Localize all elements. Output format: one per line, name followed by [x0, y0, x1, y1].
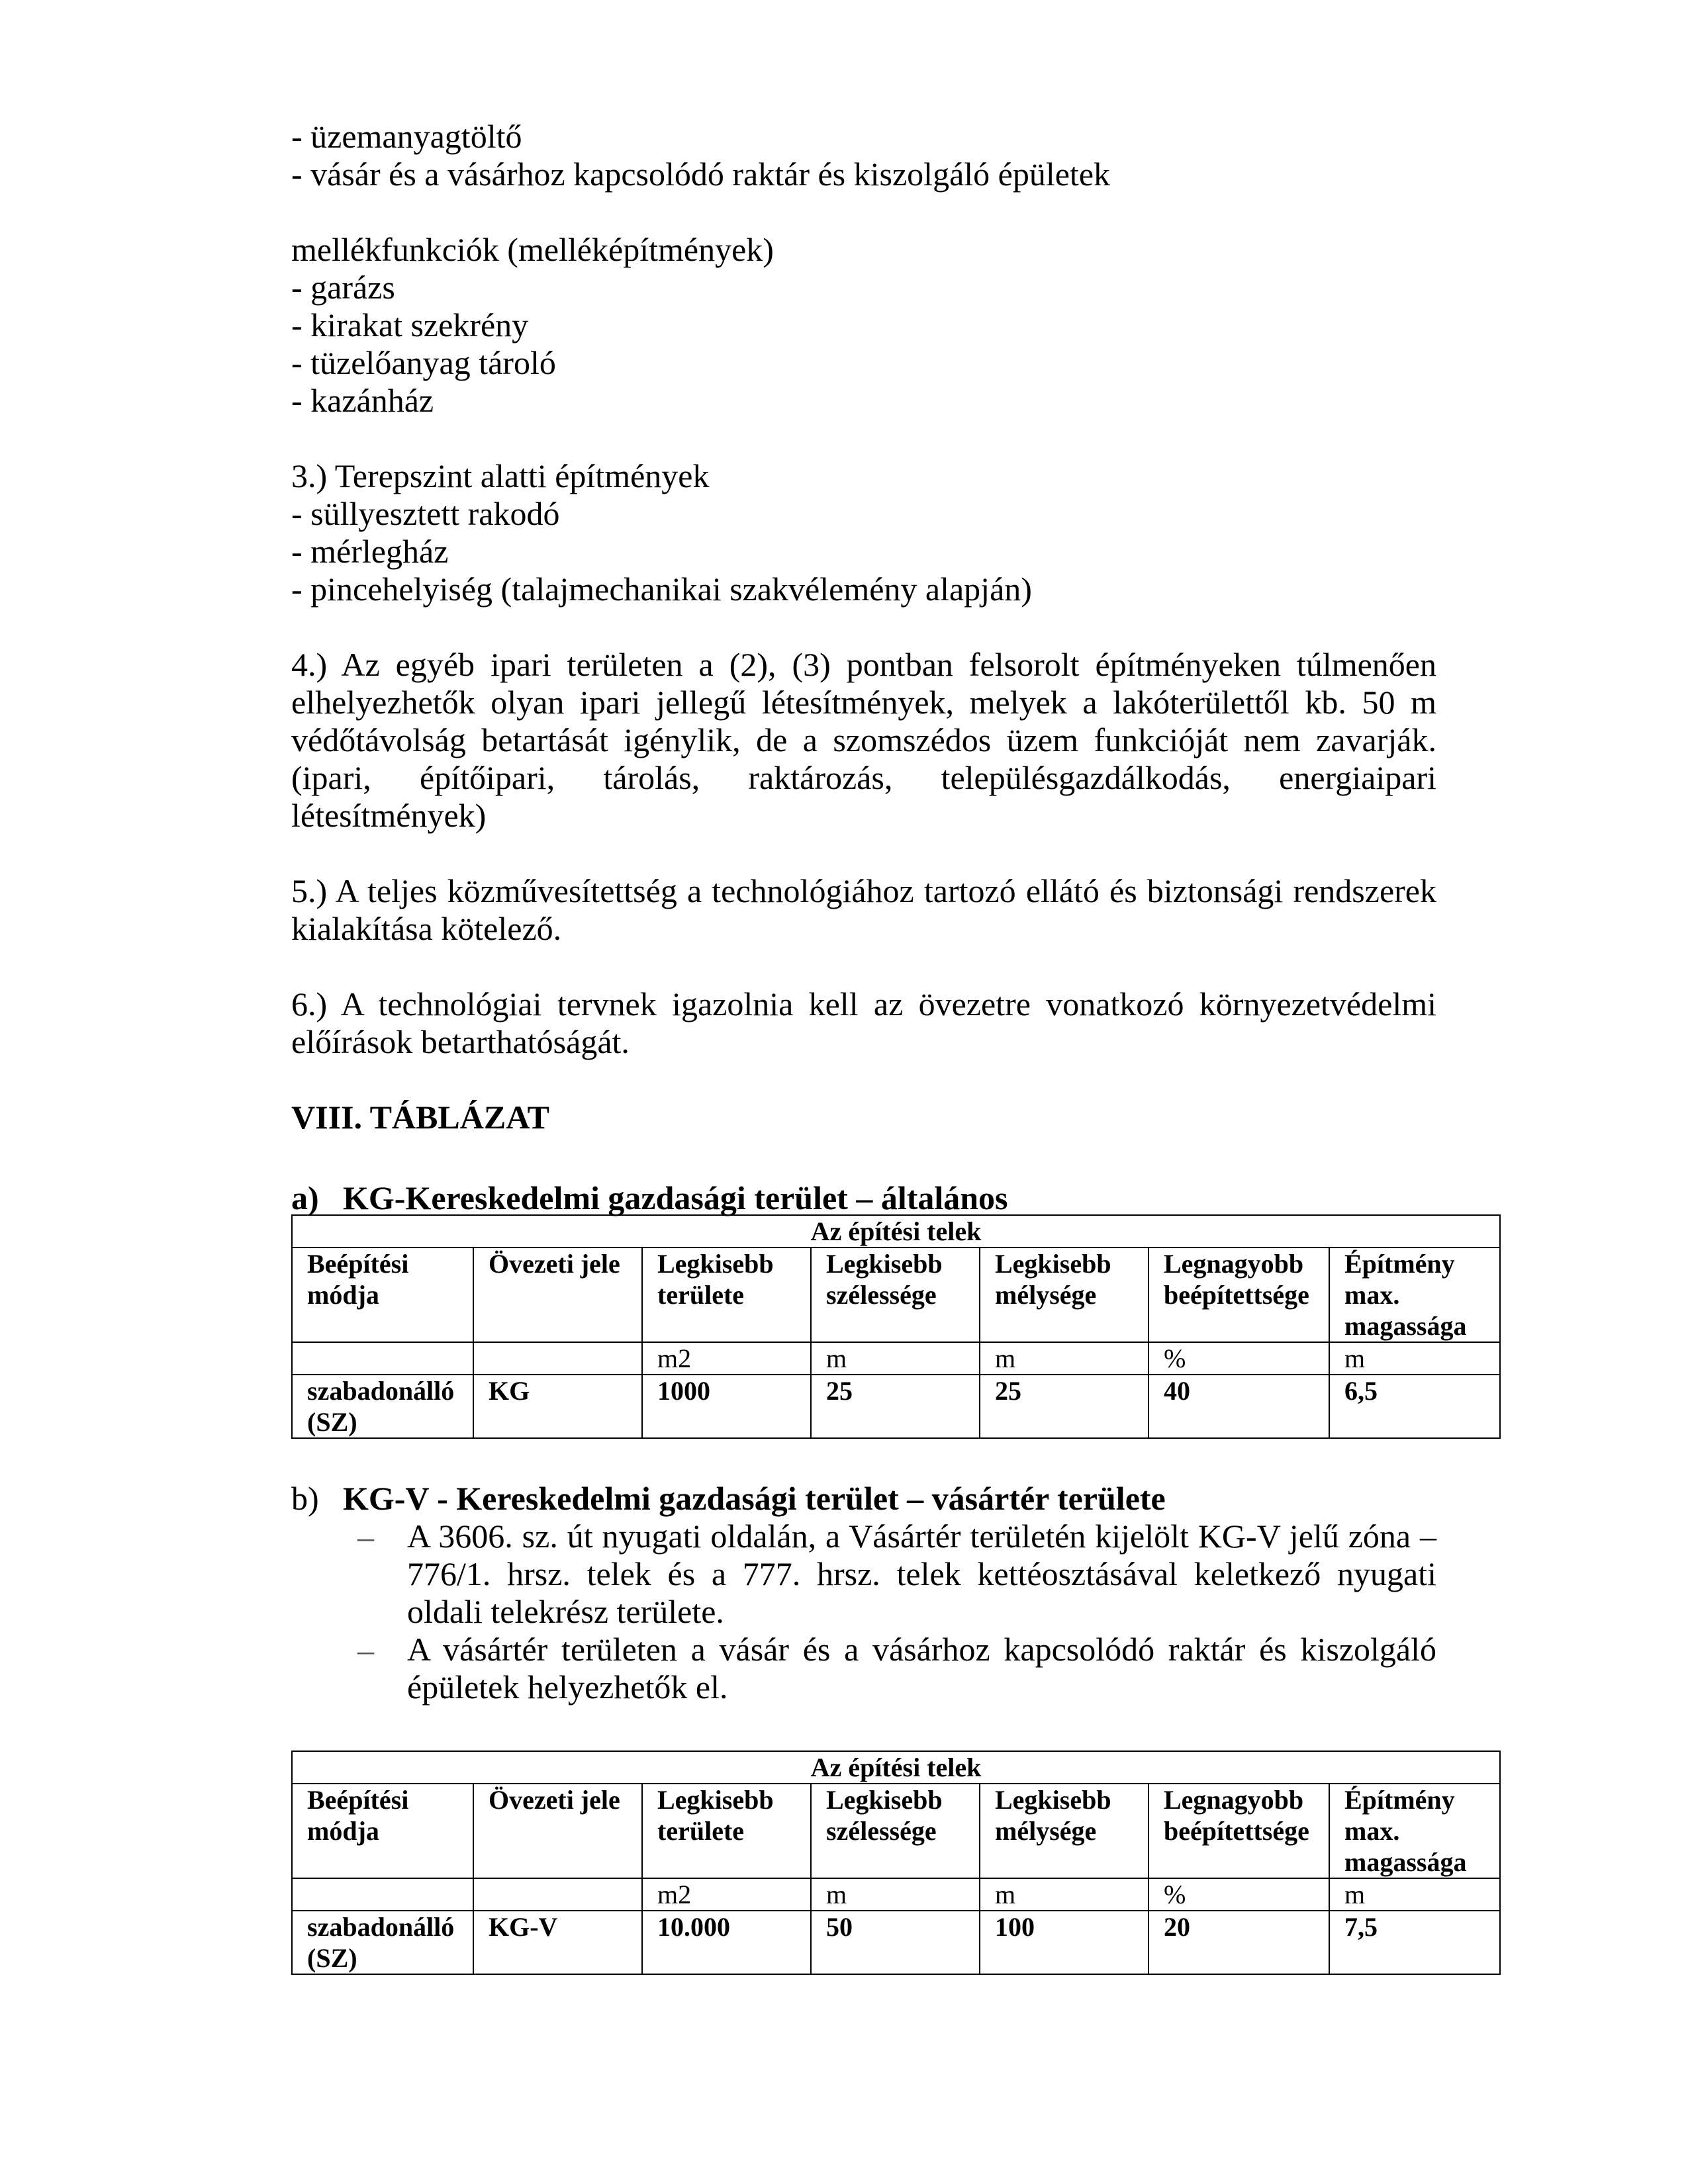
table-cell: 10.000	[642, 1911, 811, 1974]
unit-cell: %	[1149, 1878, 1329, 1911]
list-item: - süllyesztett rakodó	[291, 495, 560, 532]
document-body	[291, 118, 1436, 1255]
table-cell: 100	[980, 1911, 1149, 1974]
table-cell: 7,5	[1329, 1911, 1500, 1974]
list-item: - kazánház	[291, 382, 434, 419]
list-item: - mérlegház	[291, 533, 449, 570]
unit-cell: m	[980, 1878, 1149, 1911]
list-item: - üzemanyagtöltő	[291, 118, 522, 155]
subsection-a-heading	[291, 1179, 1436, 1217]
table-cell: 6,5	[1329, 1375, 1500, 1438]
section-title: 3.) Terepszint alatti építmények	[291, 457, 710, 494]
column-header: Legkisebb területe	[642, 1248, 811, 1342]
column-header: Legkisebb területe	[642, 1784, 811, 1878]
section-title: mellékfunkciók (melléképítmények)	[291, 231, 774, 268]
column-header: Övezeti jele	[473, 1784, 642, 1878]
bullet-list	[291, 1518, 1436, 1706]
section-6-paragraph: 6.) A technológiai tervnek igazolnia kell az övezetre vonatkozó környezetvédelmi előírások betarthatóságát.	[291, 985, 1436, 1060]
unit-cell: m2	[642, 1342, 811, 1375]
subsection-b	[291, 1480, 1436, 1706]
column-header: Beépítési módja	[292, 1248, 473, 1342]
column-header: Építmény max. magassága	[1329, 1248, 1500, 1342]
table-cell: 25	[811, 1375, 980, 1438]
table-b	[291, 1751, 1501, 1975]
dash-bullet: –	[357, 1631, 374, 1668]
unit-cell: m2	[642, 1878, 811, 1911]
table-cell: 25	[980, 1375, 1149, 1438]
subsection-title: KG-V - Kereskedelmi gazdasági terület – vásártér területe	[343, 1480, 1166, 1517]
column-header: Övezeti jele	[473, 1248, 642, 1342]
table-a	[291, 1214, 1501, 1439]
subsection-b-heading	[291, 1480, 1436, 1518]
column-header: Legkisebb mélysége	[980, 1784, 1149, 1878]
table-cell: KG-V	[473, 1911, 642, 1974]
list-item: - pincehelyiség (talajmechanikai szakvélemény alapján)	[291, 570, 1032, 608]
list-item: - tüzelőanyag tároló	[291, 344, 556, 381]
list-item: - vásár és a vásárhoz kapcsolódó raktár és kiszolgáló épületek	[291, 156, 1111, 193]
table-cell: szabadonálló (SZ)	[292, 1375, 473, 1438]
table-cell: 1000	[642, 1375, 811, 1438]
table-heading: VIII. TÁBLÁZAT	[291, 1099, 549, 1136]
dash-bullet: –	[357, 1518, 374, 1555]
unit-cell: m	[811, 1878, 980, 1911]
table-cell: szabadonálló (SZ)	[292, 1911, 473, 1974]
unit-cell	[292, 1878, 473, 1911]
subsection-label: b)	[291, 1480, 319, 1517]
table-cell: 40	[1149, 1375, 1329, 1438]
column-header: Legkisebb szélessége	[811, 1784, 980, 1878]
unit-cell: m	[811, 1342, 980, 1375]
table-cell: 20	[1149, 1911, 1329, 1974]
table-caption: Az építési telek	[292, 1751, 1500, 1784]
list-item	[291, 1518, 1436, 1631]
column-header: Legkisebb mélysége	[980, 1248, 1149, 1342]
table-cell: KG	[473, 1375, 642, 1438]
column-header: Építmény max. magassága	[1329, 1784, 1500, 1878]
table-cell: 50	[811, 1911, 980, 1974]
unit-cell: m	[1329, 1878, 1500, 1911]
subsection-label: a)	[291, 1179, 319, 1216]
unit-cell	[473, 1342, 642, 1375]
column-header: Legkisebb szélessége	[811, 1248, 980, 1342]
unit-cell: m	[1329, 1342, 1500, 1375]
list-item-text: A vásártér területen a vásár és a vásárhoz kapcsolódó raktár és kiszolgáló épületek helyezhetők el.	[407, 1631, 1436, 1706]
column-header: Legnagyobb beépítettsége	[1149, 1248, 1329, 1342]
unit-cell	[473, 1878, 642, 1911]
section-4-paragraph: 4.) Az egyéb ipari területen a (2), (3) pontban felsorolt építményeken túlmenően elhelyezhetők olyan ipari jellegű létesítmények, melyek a lakóterülettől kb. 50 m védőtávolság betartását igénylik, de a szomszédos üzem funkcióját nem zavarják. (ipari, építőipari, tárolás, raktározás, településgazdálkodás, energiaipari létesítmények)	[291, 646, 1436, 834]
unit-cell	[292, 1342, 473, 1375]
secondary-functions	[291, 231, 1436, 420]
table-caption: Az építési telek	[292, 1215, 1500, 1248]
section-3	[291, 457, 1436, 608]
unit-cell: m	[980, 1342, 1149, 1375]
subsection-title: KG-Kereskedelmi gazdasági terület – általános	[343, 1179, 1008, 1216]
unit-cell: %	[1149, 1342, 1329, 1375]
use-list	[291, 118, 1436, 193]
list-item	[291, 1631, 1436, 1706]
list-item: - kirakat szekrény	[291, 306, 529, 343]
table-row	[292, 1375, 1500, 1438]
list-item-text: A 3606. sz. út nyugati oldalán, a Vásártér területén kijelölt KG-V jelű zóna – 776/1. hrsz. telek és a 777. hrsz. telek kettéosztásával keletkező nyugati oldali telekrész területe.	[407, 1518, 1436, 1630]
column-header: Legnagyobb beépítettsége	[1149, 1784, 1329, 1878]
table-row	[292, 1911, 1500, 1974]
column-header: Beépítési módja	[292, 1784, 473, 1878]
list-item: - garázs	[291, 269, 395, 306]
section-5-paragraph: 5.) A teljes közművesítettség a technológiához tartozó ellátó és biztonsági rendszerek kialakítása kötelező.	[291, 872, 1436, 947]
